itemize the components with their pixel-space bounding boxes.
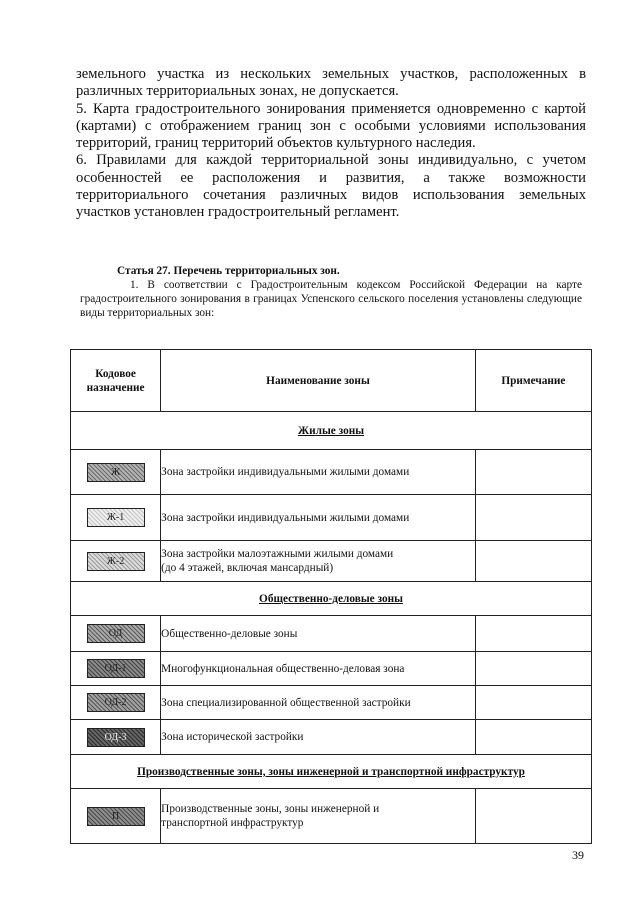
- header-code: Кодовое назначение: [71, 350, 161, 412]
- zone-name-line: Производственные зоны, зоны инженерной и: [161, 803, 380, 815]
- zone-code-badge: ОД: [87, 624, 145, 643]
- section-title: Жилые зоны: [71, 412, 592, 450]
- zone-code-badge: Ж-2: [87, 552, 145, 571]
- table-row: [71, 720, 592, 755]
- intro-paragraph-1: земельного участка из нескольких земельных участков, расположенных в различных территориальных зонах, не допускается.: [76, 66, 586, 100]
- zone-name: Зона застройки индивидуальными жилыми домами: [161, 450, 476, 495]
- zone-code-badge: Ж-1: [87, 508, 145, 527]
- zone-note: [475, 450, 591, 495]
- zone-code-badge: П: [87, 807, 145, 826]
- section-row-public: [71, 582, 592, 616]
- table-row: [71, 495, 592, 541]
- table-row: [71, 616, 592, 652]
- article-heading: Статья 27. Перечень территориальных зон.: [117, 265, 340, 277]
- zone-name: Зона застройки индивидуальными жилыми домами: [161, 495, 476, 541]
- article-27: [80, 264, 582, 320]
- section-title: Производственные зоны, зоны инженерной и транспортной инфраструктур: [71, 755, 592, 789]
- table-header-row: [71, 350, 592, 412]
- zone-name: Общественно-деловые зоны: [161, 616, 476, 652]
- zone-note: [475, 652, 591, 686]
- zone-name-line: Зона застройки малоэтажными жилыми домами: [161, 548, 394, 560]
- article-paragraph: 1. В соответствии с Градостроительным кодексом Российской Федерации на карте градостроительного зонирования в границах Успенского сельского поселения установлены следующие виды территориальных зон:: [80, 279, 582, 319]
- page-number: 39: [572, 848, 584, 862]
- section-row-industrial: [71, 755, 592, 789]
- header-note: Примечание: [475, 350, 591, 412]
- zone-code-badge: ОД-1: [87, 659, 145, 678]
- table-row: [71, 652, 592, 686]
- zone-note: [475, 541, 591, 582]
- header-name: Наименование зоны: [161, 350, 476, 412]
- zone-code-badge: ОД-2: [87, 693, 145, 712]
- zones-table: [70, 349, 592, 844]
- table-row: [71, 450, 592, 495]
- zone-note: [475, 495, 591, 541]
- zone-note: [475, 720, 591, 755]
- table-row: [71, 686, 592, 720]
- zone-name: [161, 541, 476, 582]
- zone-note: [475, 616, 591, 652]
- zone-note: [475, 789, 591, 844]
- zone-name-line: (до 4 этажей, включая мансардный): [161, 562, 334, 574]
- zone-code-badge: ОД-3: [87, 728, 145, 747]
- intro-paragraph-2: 5. Карта градостроительного зонирования применяется одновременно с картой (картами) с отображением границ зон с особыми условиями использования территорий, границ территорий объектов культурного наследия.: [76, 100, 586, 152]
- zone-name-line: транспортной инфраструктур: [161, 817, 304, 829]
- section-title: Общественно-деловые зоны: [71, 582, 592, 616]
- intro-paragraph-3: 6. Правилами для каждой территориальной зоны индивидуально, с учетом особенностей ее расположения и развития, а также возможности территориального сочетания различных видов использования земельных участков установлен градостроительный регламент.: [76, 152, 586, 221]
- zone-name: Зона специализированной общественной застройки: [161, 686, 476, 720]
- intro-text: [76, 66, 586, 222]
- zone-name: Зона исторической застройки: [161, 720, 476, 755]
- zone-code-badge: Ж: [87, 463, 145, 482]
- zone-name: [161, 789, 476, 844]
- zone-note: [475, 686, 591, 720]
- section-row-residential: [71, 412, 592, 450]
- zone-name: Многофункциональная общественно-деловая зона: [161, 652, 476, 686]
- table-row: [71, 541, 592, 582]
- table-row: [71, 789, 592, 844]
